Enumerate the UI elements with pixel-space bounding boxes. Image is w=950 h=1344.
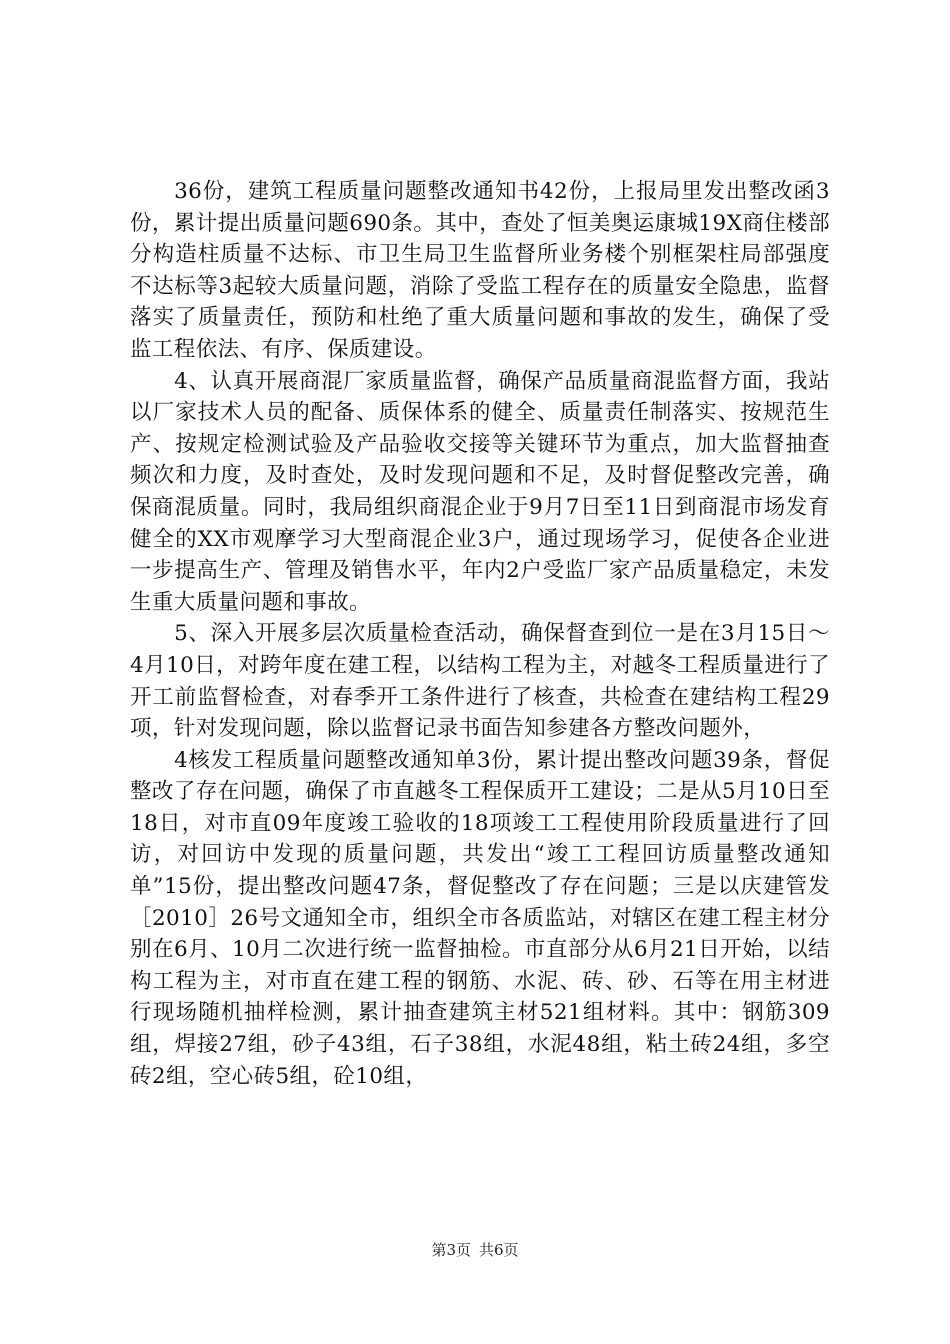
paragraph-1: 36份，建筑工程质量问题整改通知书42份，上报局里发出整改函3份，累计提出质量问题690条。其中，查处了恒美奥运康城19X商住楼部分构造柱质量不达标、市卫生局卫生监督所业务楼个别框架柱局部强度不达标等3起较大质量问题，消除了受监工程存在的质量安全隐患，监督落实了质量责任，预防和杜绝了重大质量问题和事故的发生，确保了受监工程依法、有序、保质建设。 [130, 179, 830, 362]
paragraph-3: 5、深入开展多层次质量检查活动，确保督查到位一是在3月15日～4月10日，对跨年度在建工程，以结构工程为主，对越冬工程质量进行了开工前监督检查，对春季开工条件进行了核查，共检查在建结构工程29项，针对发现问题，除以监督记录书面告知参建各方整改问题外， [130, 621, 830, 742]
document-body [130, 176, 830, 1092]
page-total: 共6页 [479, 1241, 519, 1259]
page-footer [0, 1239, 950, 1260]
page-number: 第3页 [431, 1241, 471, 1259]
paragraph-2: 4、认真开展商混厂家质量监督，确保产品质量商混监督方面，我站以厂家技术人员的配备、质保体系的健全、质量责任制落实、按规范生产、按规定检测试验及产品验收交接等关键环节为重点，加大监督抽查频次和力度，及时查处，及时发现问题和不足，及时督促整改完善，确保商混质量。同时，我局组织商混企业于9月7日至11日到商混市场发育健全的XX市观摩学习大型商混企业3户，通过现场学习，促使各企业进一步提高生产、管理及销售水平，年内2户受监厂家产品质量稳定，未发生重大质量问题和事故。 [130, 368, 830, 615]
paragraph-4: 4核发工程质量问题整改通知单3份，累计提出整改问题39条，督促整改了存在问题，确保了市直越冬工程保质开工建设；二是从5月10日至18日，对市直09年度竣工验收的18项竣工工程使用阶段质量进行了回访，对回访中发现的质量问题，共发出“竣工工程回访质量整改通知单”15份，提出整改问题47条，督促整改了存在问题；三是以庆建管发［2010］26号文通知全市，组织全市各质监站，对辖区在建工程主材分别在6月、10月二次进行统一监督抽检。市直部分从6月21日开始，以结构工程为主，对市直在建工程的钢筋、水泥、砖、砂、石等在用主材进行现场随机抽样检测，累计抽查建筑主材521组材料。其中：钢筋309组，焊接27组，砂子43组，石子38组，水泥48组，粘土砖24组，多空砖2组，空心砖5组，砼10组， [130, 747, 830, 1089]
